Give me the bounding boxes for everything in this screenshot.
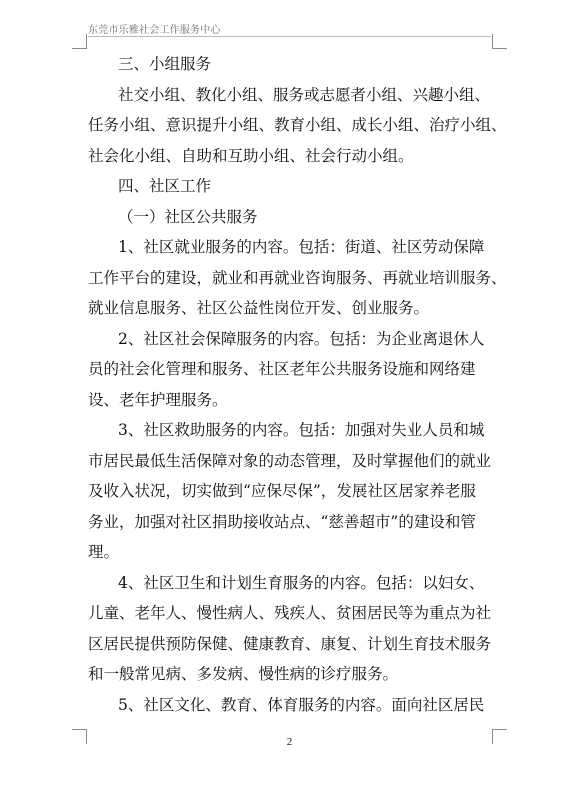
paragraph-line: 及收入状况，切实做到“应保尽保”，发展社区居家养老服 <box>88 482 476 500</box>
paragraph-line: 设、老年护理服务。 <box>88 390 228 409</box>
paragraph-line: 任务小组、意识提升小组、教育小组、成长小组、治疗小组、 <box>88 116 507 134</box>
paragraph-line: 2、社区社会保障服务的内容。包括：为企业离退休人 <box>118 329 485 348</box>
paragraph-line: 务业，加强对社区捐助接收站点、“慈善超市”的建设和管 <box>88 512 476 531</box>
header-org-name: 东莞市乐雅社会工作服务中心 <box>88 25 221 36</box>
page-number: 2 <box>286 736 293 748</box>
paragraph-line: 3、社区救助服务的内容。包括：加强对失业人员和城 <box>118 421 485 439</box>
paragraph-line: 员的社会化管理和服务、社区老年公共服务设施和网络建 <box>88 360 476 378</box>
paragraph-line: 儿童、老年人、慢性病人、残疾人、贫困居民等为重点为社 <box>88 604 492 622</box>
crop-mark-top-left <box>72 34 87 49</box>
paragraph-line: 工作平台的建设，就业和再就业咨询服务、再就业培训服务、 <box>88 268 507 287</box>
paragraph-line: 1、社区就业服务的内容。包括：街道、社区劳动保障 <box>118 238 485 256</box>
paragraph-line: 社交小组、教化小组、服务或志愿者小组、兴趣小组、 <box>118 85 491 104</box>
section-heading: 三、小组服务 <box>118 55 212 73</box>
crop-mark-top-right <box>492 34 507 49</box>
document-body <box>88 49 507 720</box>
paragraph-line: 社会化小组、自助和互助小组、社会行动小组。 <box>88 146 414 165</box>
paragraph-line: 就业信息服务、社区公益性岗位开发、创业服务。 <box>88 299 430 317</box>
paragraph-line: 理。 <box>88 543 120 561</box>
paragraph-line: 4、社区卫生和计划生育服务的内容。包括：以妇女、 <box>118 573 485 592</box>
header-rule <box>88 36 491 37</box>
subsection-heading: （一）社区公共服务 <box>118 207 258 226</box>
paragraph-line: 和一般常见病、多发病、慢性病的诊疗服务。 <box>88 665 399 683</box>
section-heading: 四、社区工作 <box>118 177 212 195</box>
paragraph-line: 5、社区文化、教育、体育服务的内容。面向社区居民 <box>118 695 485 714</box>
paragraph-line: 区居民提供预防保健、健康教育、康复、计划生育技术服务 <box>88 634 492 653</box>
paragraph-line: 市居民最低生活保障对象的动态管理，及时掌握他们的就业 <box>88 451 492 470</box>
